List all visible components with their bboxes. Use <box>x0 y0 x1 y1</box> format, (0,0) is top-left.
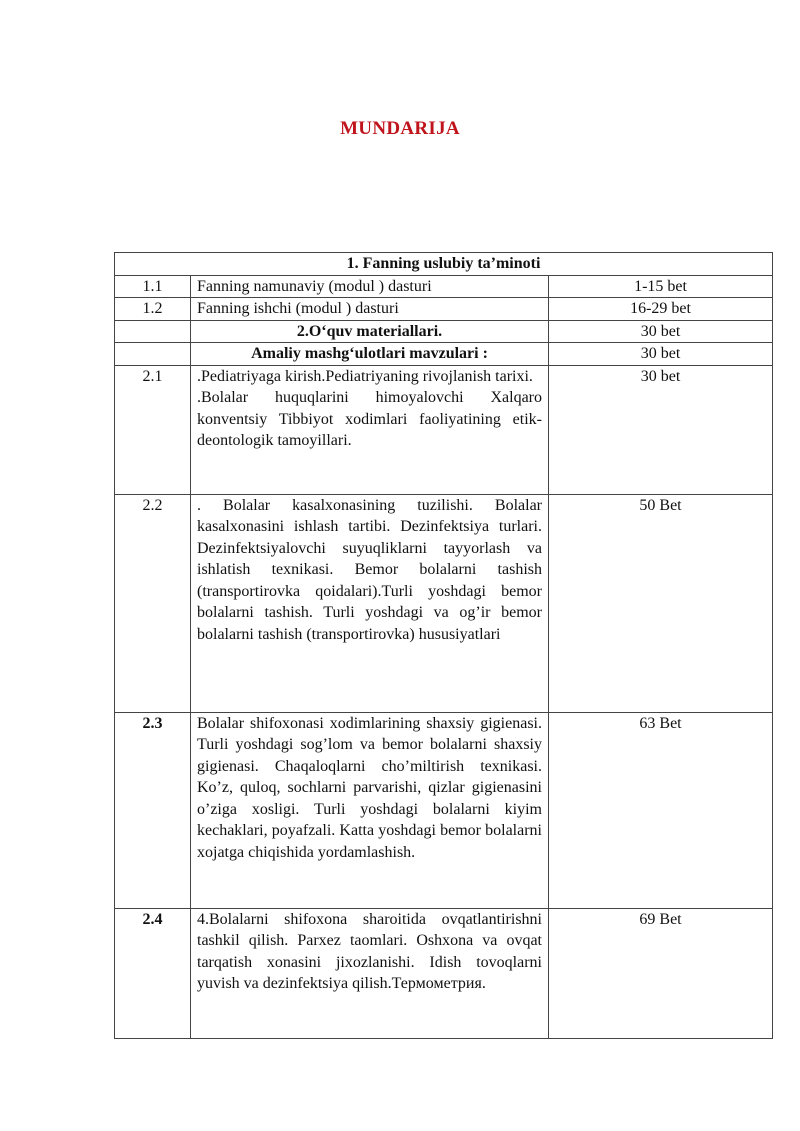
row-number: 1.1 <box>115 275 191 298</box>
row-topic <box>191 365 549 494</box>
row-number: 2.2 <box>115 494 191 712</box>
row-topic: Fanning ishchi (modul ) dasturi <box>191 298 549 321</box>
table-row <box>115 494 773 712</box>
row-topic <box>191 908 549 1038</box>
row-topic: Fanning namunaviy (modul ) dasturi <box>191 275 549 298</box>
contents-table <box>114 252 773 1039</box>
table-row <box>115 298 773 321</box>
section-2-heading: 2.O‘quv materiallari. <box>191 320 549 343</box>
row-pages: 16-29 bet <box>549 298 773 321</box>
row-topic <box>191 494 549 712</box>
row-pages: 1-15 bet <box>549 275 773 298</box>
section-heading-row <box>115 253 773 276</box>
row-pages: 30 bet <box>549 320 773 343</box>
table-row <box>115 365 773 494</box>
topic-paragraph: .Bolalar huquqlarini himoyalovchi Xalqaro konventsiy Tibbiyot xodimlari faoliyatining etik-deontologik tamoyillari. <box>197 389 542 449</box>
row-number-empty <box>115 343 191 366</box>
topic-paragraph: . Bolalar kasalxonasining tuzilishi. Bolalar kasalxonasini ishlash tartibi. Dezinfektsiya turlari. Dezinfektsiyalovchi suyuqliklarni tayyorlash va ishlatish texnikasi. Bemor bolalarni tashish (transportirovka qoidalari).Turli yoshdagi bemor bolalarni tashish. Turli yoshdagi va og’ir bemor bolalarni tashish (transportirovka) hususiyatlari <box>197 496 542 643</box>
row-number: 2.3 <box>115 712 191 908</box>
row-number-empty <box>115 320 191 343</box>
table-row <box>115 712 773 908</box>
section-heading-row <box>115 320 773 343</box>
row-number: 2.4 <box>115 908 191 1038</box>
row-number: 2.1 <box>115 365 191 494</box>
row-topic <box>191 712 549 908</box>
row-pages: 63 Bet <box>549 712 773 908</box>
row-pages: 30 bet <box>549 343 773 366</box>
row-number: 1.2 <box>115 298 191 321</box>
page-title: MUNDARIJA <box>340 118 460 139</box>
table-row <box>115 908 773 1038</box>
topic-paragraph: Bolalar shifoxonasi xodimlarining shaxsiy gigienasi. Turli yoshdagi sog’lom va bemor bolalarni shaxsiy gigienasi. Chaqaloqlarni cho’miltirish texnikasi. Ko’z, quloq, sochlarni parvarishi, qizlar gigienasini o’ziga xosligi. Turli yoshdagi bolalarni kiyim kechaklari, poyafzali. Katta yoshdagi bemor bolalarni xojatga chiqishida yordamlashish. <box>197 714 542 861</box>
row-pages: 50 Bet <box>549 494 773 712</box>
row-pages: 30 bet <box>549 365 773 494</box>
table-row <box>115 275 773 298</box>
row-pages: 69 Bet <box>549 908 773 1038</box>
section-1-heading: 1. Fanning uslubiy ta’minoti <box>115 253 773 276</box>
topic-paragraph: 4.Bolalarni shifoxona sharoitida ovqatlantirishni tashkil qilish. Parxez taomlari. Oshxona va ovqat tarqatish xonasini jixozlanishi. Idish tovoqlarni yuvish va dezinfektsiya qilish.Термометрия. <box>197 910 542 992</box>
practical-heading: Amaliy mashg‘ulotlari mavzulari : <box>191 343 549 366</box>
subsection-heading-row <box>115 343 773 366</box>
topic-paragraph: .Pediatriyaga kirish.Pediatriyaning rivojlanish tarixi. <box>197 367 533 385</box>
